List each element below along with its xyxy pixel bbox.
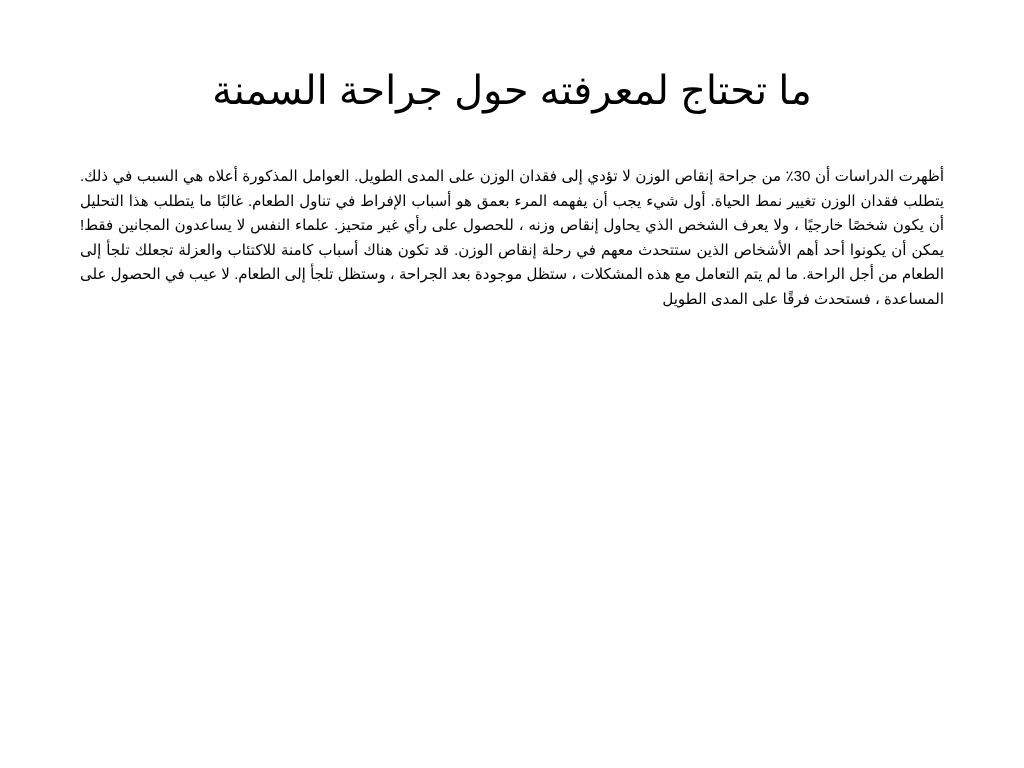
slide-title: ما تحتاج لمعرفته حول جراحة السمنة [212,69,812,113]
slide-body-text: أظهرت الدراسات أن 30٪ من جراحة إنقاص الوزن لا تؤدي إلى فقدان الوزن على المدى الطويل. العوامل المذكورة أعلاه هي السبب في ذلك. يتطلب فقدان الوزن تغيير نمط الحياة. أول شيء يجب أن يفهمه المرء بعمق هو أسباب الإفراط في تناول الطعام. غالبًا ما يتطلب هذا التحليل أن يكون شخصًا خارجيًا ، ولا يعرف الشخص الذي يحاول إنقاص وزنه ، للحصول على رأي غير متحيز. علماء النفس لا يساعدون المجانين فقط! يمكن أن يكونوا أحد أهم الأشخاص الذين ستتحدث معهم في رحلة إنقاص الوزن. قد تكون هناك أسباب كامنة للاكتئاب والعزلة تجعلك تلجأ إلى الطعام من أجل الراحة. ما لم يتم التعامل مع هذه المشكلات ، ستظل موجودة بعد الجراحة ، وستظل تلجأ إلى الطعام. لا عيب في الحصول على المساعدة ، فستحدث فرقًا على المدى الطويل [80,168,944,308]
